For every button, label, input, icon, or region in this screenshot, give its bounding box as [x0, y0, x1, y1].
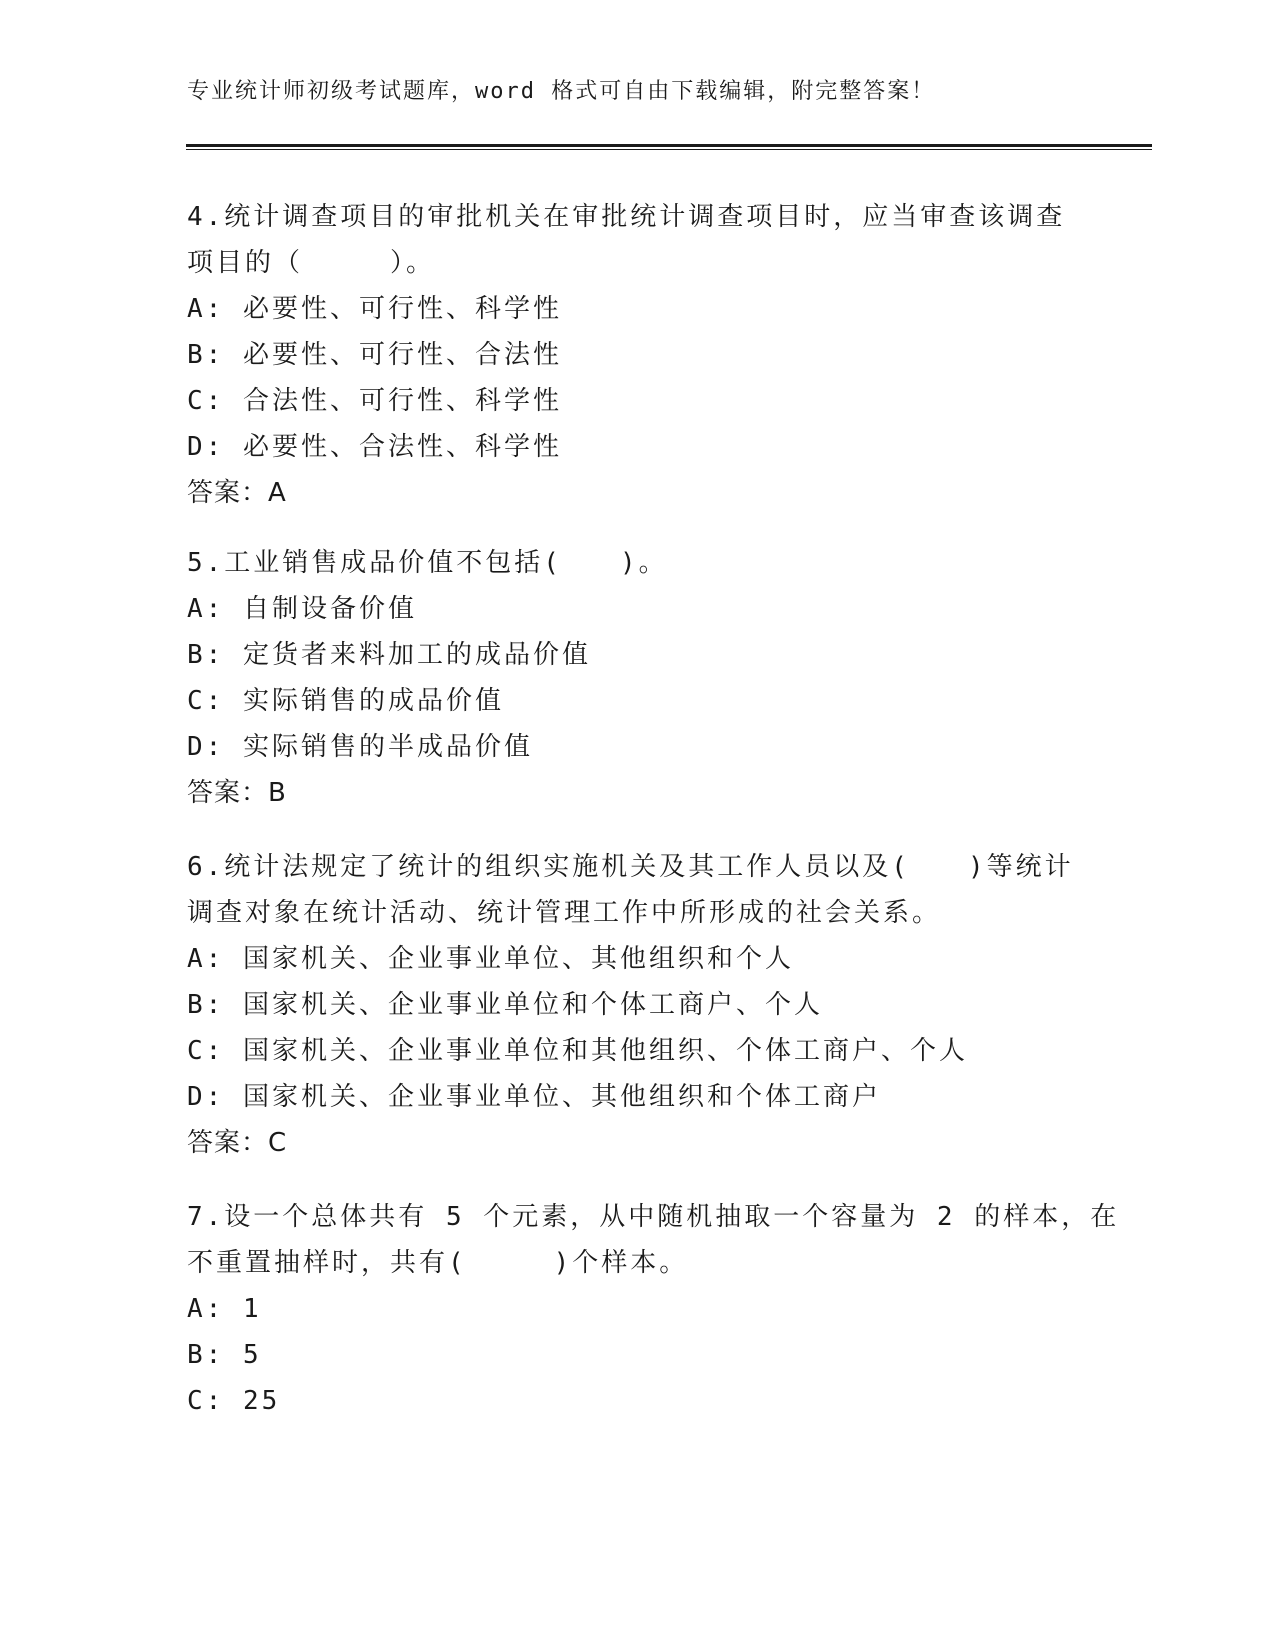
option-b: B: 5	[187, 1340, 262, 1370]
option-c: C: 实际销售的成品价值	[187, 686, 504, 716]
header-divider	[186, 144, 1152, 150]
option-d: D: 实际销售的半成品价值	[187, 732, 533, 762]
option-a: A: 必要性、可行性、科学性	[187, 294, 562, 324]
answer: 答案：B	[187, 778, 287, 808]
question-stem-cont: 不重置抽样时，共有( )个样本。	[187, 1248, 689, 1278]
option-a: A: 国家机关、企业事业单位、其他组织和个人	[187, 944, 794, 974]
option-b: B: 国家机关、企业事业单位和个体工商户、个人	[187, 990, 823, 1020]
option-d: D: 国家机关、企业事业单位、其他组织和个体工商户	[187, 1082, 881, 1112]
option-b: B: 定货者来料加工的成品价值	[187, 640, 591, 670]
question-stem: 4.统计调查项目的审批机关在审批统计调查项目时，应当审查该调查	[187, 202, 1066, 232]
question-7	[187, 1194, 1147, 1424]
answer: 答案：C	[187, 1128, 288, 1158]
option-d: D: 必要性、合法性、科学性	[187, 432, 562, 462]
question-stem: 6.统计法规定了统计的组织实施机关及其工作人员以及( )等统计	[187, 852, 1074, 882]
option-c: C: 合法性、可行性、科学性	[187, 386, 562, 416]
option-a: A: 自制设备价值	[187, 594, 417, 624]
question-5	[187, 540, 1147, 816]
page-header: 专业统计师初级考试题库，word 格式可自由下载编辑，附完整答案！	[187, 79, 936, 104]
option-c: C: 25	[187, 1386, 281, 1416]
option-a: A: 1	[187, 1294, 262, 1324]
question-stem: 5.工业销售成品价值不包括( )。	[187, 548, 668, 578]
option-b: B: 必要性、可行性、合法性	[187, 340, 562, 370]
question-stem: 7.设一个总体共有 5 个元素，从中随机抽取一个容量为 2 的样本，在	[187, 1202, 1120, 1232]
question-stem-cont: 调查对象在统计活动、统计管理工作中所形成的社会关系。	[187, 898, 942, 928]
option-c: C: 国家机关、企业事业单位和其他组织、个体工商户、个人	[187, 1036, 968, 1066]
question-4	[187, 194, 1147, 516]
answer: 答案：A	[187, 478, 287, 508]
question-stem-cont: 项目的（ ）。	[187, 248, 436, 278]
question-6	[187, 844, 1147, 1166]
